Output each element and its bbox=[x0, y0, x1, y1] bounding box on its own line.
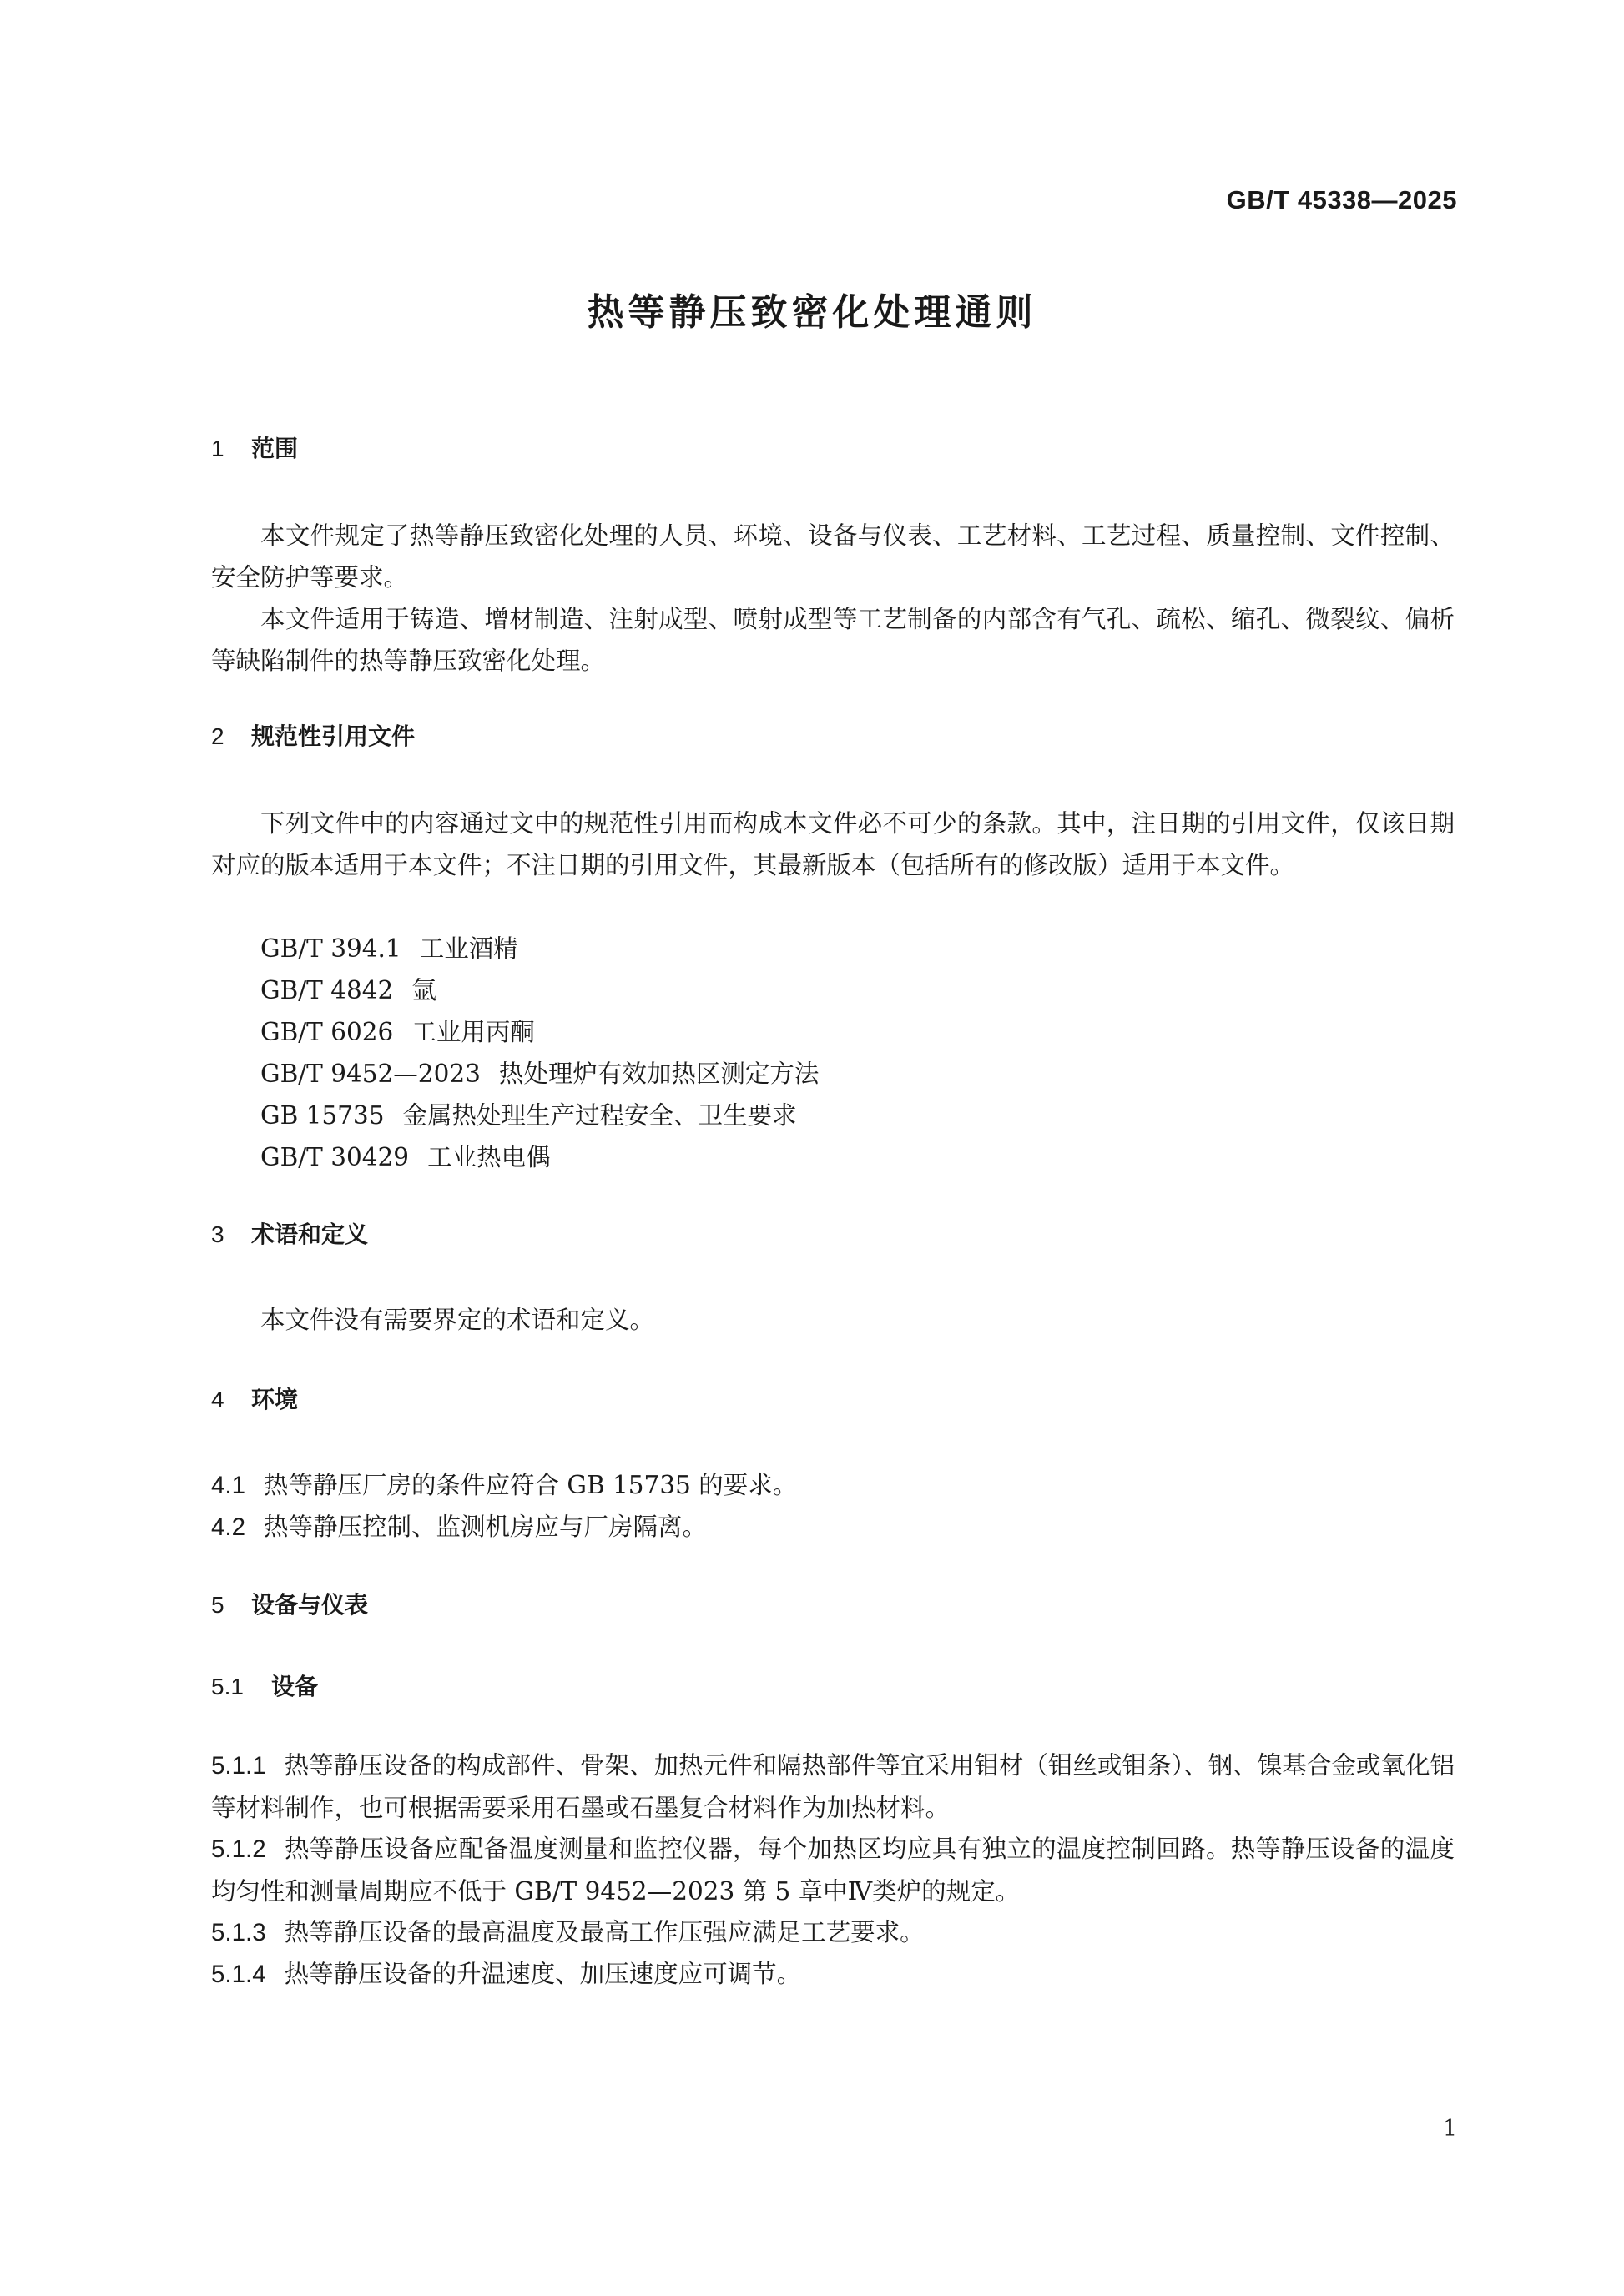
section-heading-equipment bbox=[211, 1584, 368, 1626]
section-number: 1 bbox=[211, 436, 224, 461]
section-title: 范围 bbox=[251, 435, 299, 462]
subsection-number: 5.1 bbox=[211, 1674, 244, 1699]
reference-title: 工业酒精 bbox=[419, 934, 518, 963]
section-heading-scope bbox=[211, 428, 298, 470]
reference-code: GB 15735 bbox=[260, 1101, 385, 1130]
reference-item bbox=[260, 1136, 551, 1178]
section-number: 4 bbox=[211, 1387, 224, 1412]
reference-code: GB/T 6026 bbox=[260, 1018, 394, 1046]
clause-number: 4.2 bbox=[211, 1513, 246, 1541]
reference-title: 热处理炉有效加热区测定方法 bbox=[498, 1060, 820, 1088]
clause bbox=[211, 1745, 1455, 1829]
clause-number: 5.1.3 bbox=[211, 1919, 266, 1946]
terms-paragraph: 本文件没有需要界定的术语和定义。 bbox=[260, 1306, 655, 1334]
section-number: 3 bbox=[211, 1221, 224, 1247]
section-number: 5 bbox=[211, 1592, 224, 1618]
document-title: 热等静压致密化处理通则 bbox=[587, 291, 1037, 334]
normative-intro-paragraph: 下列文件中的内容通过文中的规范性引用而构成本文件必不可少的条款。其中，注日期的引用文件，仅该日期对应的版本适用于本文件；不注日期的引用文件，其最新版本（包括所有的修改版）适用于本文件。 bbox=[211, 809, 1455, 879]
scope-paragraph-2: 本文件适用于铸造、增材制造、注射成型、喷射成型等工艺制备的内部含有气孔、疏松、缩孔、微裂纹、偏析等缺陷制件的热等静压致密化处理。 bbox=[211, 605, 1455, 675]
reference-code: GB/T 30429 bbox=[260, 1143, 410, 1171]
reference-code: GB/T 9452—2023 bbox=[260, 1060, 481, 1088]
reference-item bbox=[260, 969, 436, 1011]
reference-item bbox=[260, 928, 518, 969]
clause-text: 热等静压设备的构成部件、骨架、加热元件和隔热部件等宜采用钼材（钼丝或钼条）、钢、镍基合金或氧化铝等材料制作，也可根据需要采用石墨或石墨复合材料作为加热材料。 bbox=[211, 1751, 1455, 1822]
reference-title: 工业热电偶 bbox=[427, 1143, 551, 1171]
reference-item bbox=[260, 1053, 819, 1095]
section-heading-environment bbox=[211, 1379, 298, 1421]
section-title: 规范性引用文件 bbox=[251, 723, 416, 750]
clause-number: 4.1 bbox=[211, 1472, 246, 1499]
clause bbox=[211, 1828, 1455, 1912]
clause-text: 热等静压设备的最高温度及最高工作压强应满足工艺要求。 bbox=[284, 1918, 925, 1946]
section-heading-terms bbox=[211, 1214, 368, 1256]
reference-code: GB/T 394.1 bbox=[260, 934, 401, 963]
reference-item bbox=[260, 1011, 535, 1053]
clause-number: 5.1.2 bbox=[211, 1835, 266, 1863]
clause-text: 热等静压厂房的条件应符合 GB 15735 的要求。 bbox=[264, 1471, 798, 1499]
reference-title: 金属热处理生产过程安全、卫生要求 bbox=[402, 1101, 797, 1130]
clause-number: 5.1.4 bbox=[211, 1961, 266, 1988]
clause bbox=[211, 1953, 1455, 1996]
clause bbox=[211, 1911, 1455, 1954]
section-title: 环境 bbox=[251, 1386, 299, 1413]
reference-title: 氩 bbox=[411, 976, 436, 1004]
standard-number: GB/T 45338—2025 bbox=[1226, 185, 1457, 214]
reference-code: GB/T 4842 bbox=[260, 976, 394, 1004]
subsection-heading-equipment bbox=[211, 1666, 318, 1708]
clause-text: 热等静压控制、监测机房应与厂房隔离。 bbox=[264, 1513, 708, 1541]
clause-number: 5.1.1 bbox=[211, 1752, 266, 1780]
section-number: 2 bbox=[211, 723, 224, 749]
reference-title: 工业用丙酮 bbox=[411, 1018, 535, 1046]
scope-paragraph-1: 本文件规定了热等静压致密化处理的人员、环境、设备与仪表、工艺材料、工艺过程、质量控制、文件控制、安全防护等要求。 bbox=[211, 521, 1455, 592]
clause bbox=[211, 1506, 1455, 1548]
subsection-title: 设备 bbox=[271, 1673, 319, 1700]
section-title: 设备与仪表 bbox=[251, 1591, 369, 1619]
clause-text: 热等静压设备的升温速度、加压速度应可调节。 bbox=[284, 1960, 802, 1988]
clause bbox=[211, 1464, 1455, 1507]
section-title: 术语和定义 bbox=[251, 1221, 369, 1248]
section-heading-normative-references bbox=[211, 716, 415, 758]
page-number: 1 bbox=[1442, 2116, 1457, 2142]
reference-item bbox=[260, 1095, 796, 1136]
clause-text: 热等静压设备应配备温度测量和监控仪器，每个加热区均应具有独立的温度控制回路。热等静压设备的温度均匀性和测量周期应不低于 GB/T 9452—2023 第 5 章中Ⅳ类炉的规定。 bbox=[211, 1835, 1455, 1906]
